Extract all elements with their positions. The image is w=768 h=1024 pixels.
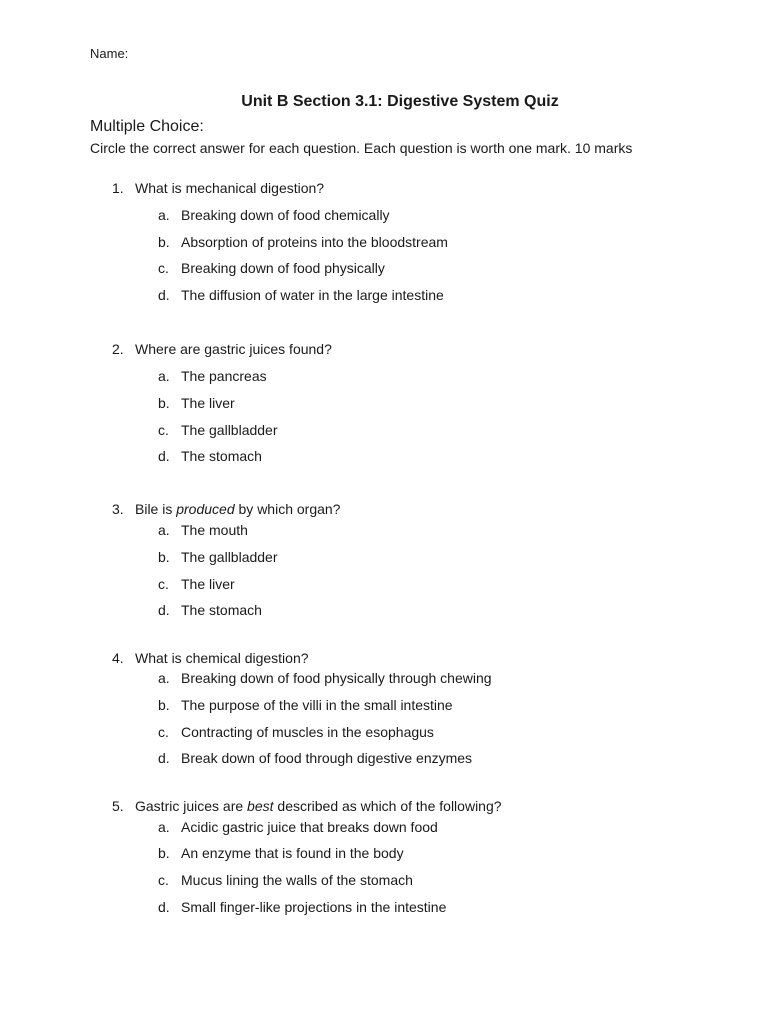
option-text: Acidic gastric juice that breaks down food [181, 819, 438, 835]
option-letter: a. [158, 522, 170, 538]
answer-option[interactable] [158, 845, 404, 861]
option-letter: a. [158, 368, 170, 384]
question-number: 2. [112, 341, 124, 357]
option-letter: d. [158, 750, 170, 766]
option-letter: c. [158, 872, 169, 888]
answer-option[interactable] [158, 899, 446, 915]
answer-option[interactable] [158, 395, 235, 411]
question-text-part: Gastric juices are [135, 798, 248, 814]
answer-option[interactable] [158, 234, 448, 250]
answer-option[interactable] [158, 602, 262, 618]
question-text-part: Where are gastric juices found? [135, 341, 332, 357]
answer-option[interactable] [158, 576, 235, 592]
option-text: An enzyme that is found in the body [181, 845, 404, 861]
option-letter: d. [158, 899, 170, 915]
question-emphasis: produced [176, 501, 235, 517]
option-text: The gallbladder [181, 549, 278, 565]
option-text: The liver [181, 576, 235, 592]
option-letter: a. [158, 670, 170, 686]
option-text: Contracting of muscles in the esophagus [181, 724, 434, 740]
answer-option[interactable] [158, 670, 492, 686]
option-text: The stomach [181, 602, 262, 618]
option-letter: c. [158, 724, 169, 740]
option-letter: a. [158, 207, 170, 223]
option-text: Small finger-like projections in the intestine [181, 899, 447, 915]
option-text: The diffusion of water in the large intestine [181, 287, 444, 303]
option-text: Breaking down of food physically through chewing [181, 670, 492, 686]
option-letter: d. [158, 602, 170, 618]
answer-option[interactable] [158, 872, 413, 888]
section-heading: Multiple Choice: [90, 118, 204, 135]
question-emphasis: best [247, 798, 274, 814]
option-letter: d. [158, 448, 170, 464]
option-letter: b. [158, 395, 170, 411]
question-text [112, 501, 340, 517]
question-text [112, 650, 309, 666]
option-letter: a. [158, 819, 170, 835]
option-letter: b. [158, 845, 170, 861]
option-text: The gallbladder [181, 422, 278, 438]
answer-option[interactable] [158, 368, 267, 384]
option-letter: b. [158, 697, 170, 713]
instructions-text: Circle the correct answer for each question. Each question is worth one mark. 10 marks [90, 140, 633, 156]
answer-option[interactable] [158, 750, 472, 766]
option-text: The stomach [181, 448, 262, 464]
option-text: Breaking down of food physically [181, 260, 385, 276]
option-text: Break down of food through digestive enzymes [181, 750, 473, 766]
option-letter: b. [158, 549, 170, 565]
option-text: The mouth [181, 522, 248, 538]
answer-option[interactable] [158, 522, 248, 538]
question-text [112, 341, 332, 357]
answer-option[interactable] [158, 549, 278, 565]
option-text: Absorption of proteins into the bloodstream [181, 234, 448, 250]
question-number: 3. [112, 501, 124, 517]
option-text: Mucus lining the walls of the stomach [181, 872, 413, 888]
question-text-part: Bile is [135, 501, 177, 517]
answer-option[interactable] [158, 207, 390, 223]
name-label: Name: [90, 46, 129, 61]
option-letter: b. [158, 234, 170, 250]
question-number: 1. [112, 180, 124, 196]
answer-option[interactable] [158, 697, 453, 713]
answer-option[interactable] [158, 448, 262, 464]
answer-option[interactable] [158, 819, 438, 835]
question-text-part: described as which of the following? [273, 798, 502, 814]
option-letter: d. [158, 287, 170, 303]
option-text: Breaking down of food chemically [181, 207, 390, 223]
answer-option[interactable] [158, 287, 444, 303]
question-text-part: What is chemical digestion? [135, 650, 309, 666]
option-text: The pancreas [181, 368, 267, 384]
question-text-part: by which organ? [234, 501, 341, 517]
answer-option[interactable] [158, 422, 278, 438]
question-number: 4. [112, 650, 124, 666]
option-letter: c. [158, 422, 169, 438]
option-letter: c. [158, 576, 169, 592]
question-text [112, 798, 502, 814]
option-letter: c. [158, 260, 169, 276]
option-text: The purpose of the villi in the small intestine [181, 697, 453, 713]
option-text: The liver [181, 395, 235, 411]
page-title: Unit B Section 3.1: Digestive System Quiz [241, 93, 559, 110]
question-text [112, 180, 324, 196]
answer-option[interactable] [158, 260, 385, 276]
answer-option[interactable] [158, 724, 434, 740]
question-number: 5. [112, 798, 124, 814]
question-text-part: What is mechanical digestion? [135, 180, 325, 196]
